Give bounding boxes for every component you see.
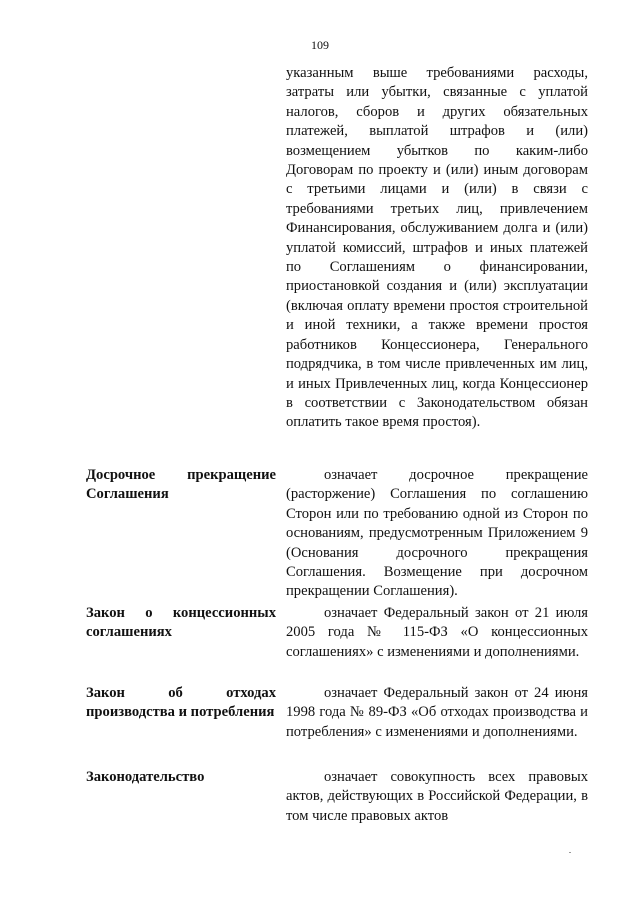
definition-text: означает Федеральный закон от 21 июля 2005 года № 115-ФЗ «О концессионных соглашениях» с изменениями и дополнениями. bbox=[286, 605, 588, 660]
definition-text: означает Федеральный закон от 24 июня 1998 года № 89-ФЗ «Об отходах производства и потребления» с изменениями и дополнениями. bbox=[286, 685, 588, 740]
definition-text: означает совокупность всех правовых актов, действующих в Российской Федерации, в том числе правовых актов bbox=[286, 769, 588, 824]
definition-term: Закон о концессионных соглашениях bbox=[86, 605, 276, 641]
definition-term: Досрочное прекращение Соглашения bbox=[86, 467, 276, 503]
definition-term: Законодательство bbox=[86, 769, 205, 785]
scan-speck bbox=[569, 852, 571, 853]
definition-term: Закон об отходах производства и потребления bbox=[86, 685, 276, 721]
definition-text: означает досрочное прекращение (расторжение) Соглашения по соглашению Сторон или по требованию одной из Сторон по основаниям, предусмотренным Приложением 9 (Основания досрочного прекращения Соглашения. Возмещение при досрочном прекращении Соглашения). bbox=[286, 467, 588, 600]
page-number: 109 bbox=[311, 38, 329, 52]
continuation-paragraph: указанным выше требованиями расходы, затраты или убытки, связанные с уплатой налогов, сборов и других обязательных платежей, выплатой штрафов и (или) возмещением убытков по каким-либо Договорам по проекту и (или) иным договорам с третьими лицами и (или) в связи с требованиями третьих лиц, привлечением Финансирования, обслуживанием долга и (или) уплатой комиссий, штрафов и иных платежей по Соглашениям о финансировании, приостановкой создания и (или) эксплуатации (включая оплату времени простоя строительной и иной техники, а также времени простоя работников Концессионера, Генерального подрядчика, в том числе привлеченных им лиц, и иных Привлеченных лиц, когда Концессионер в соответствии с Законодательством обязан оплатить такое время простоя). bbox=[286, 65, 588, 431]
